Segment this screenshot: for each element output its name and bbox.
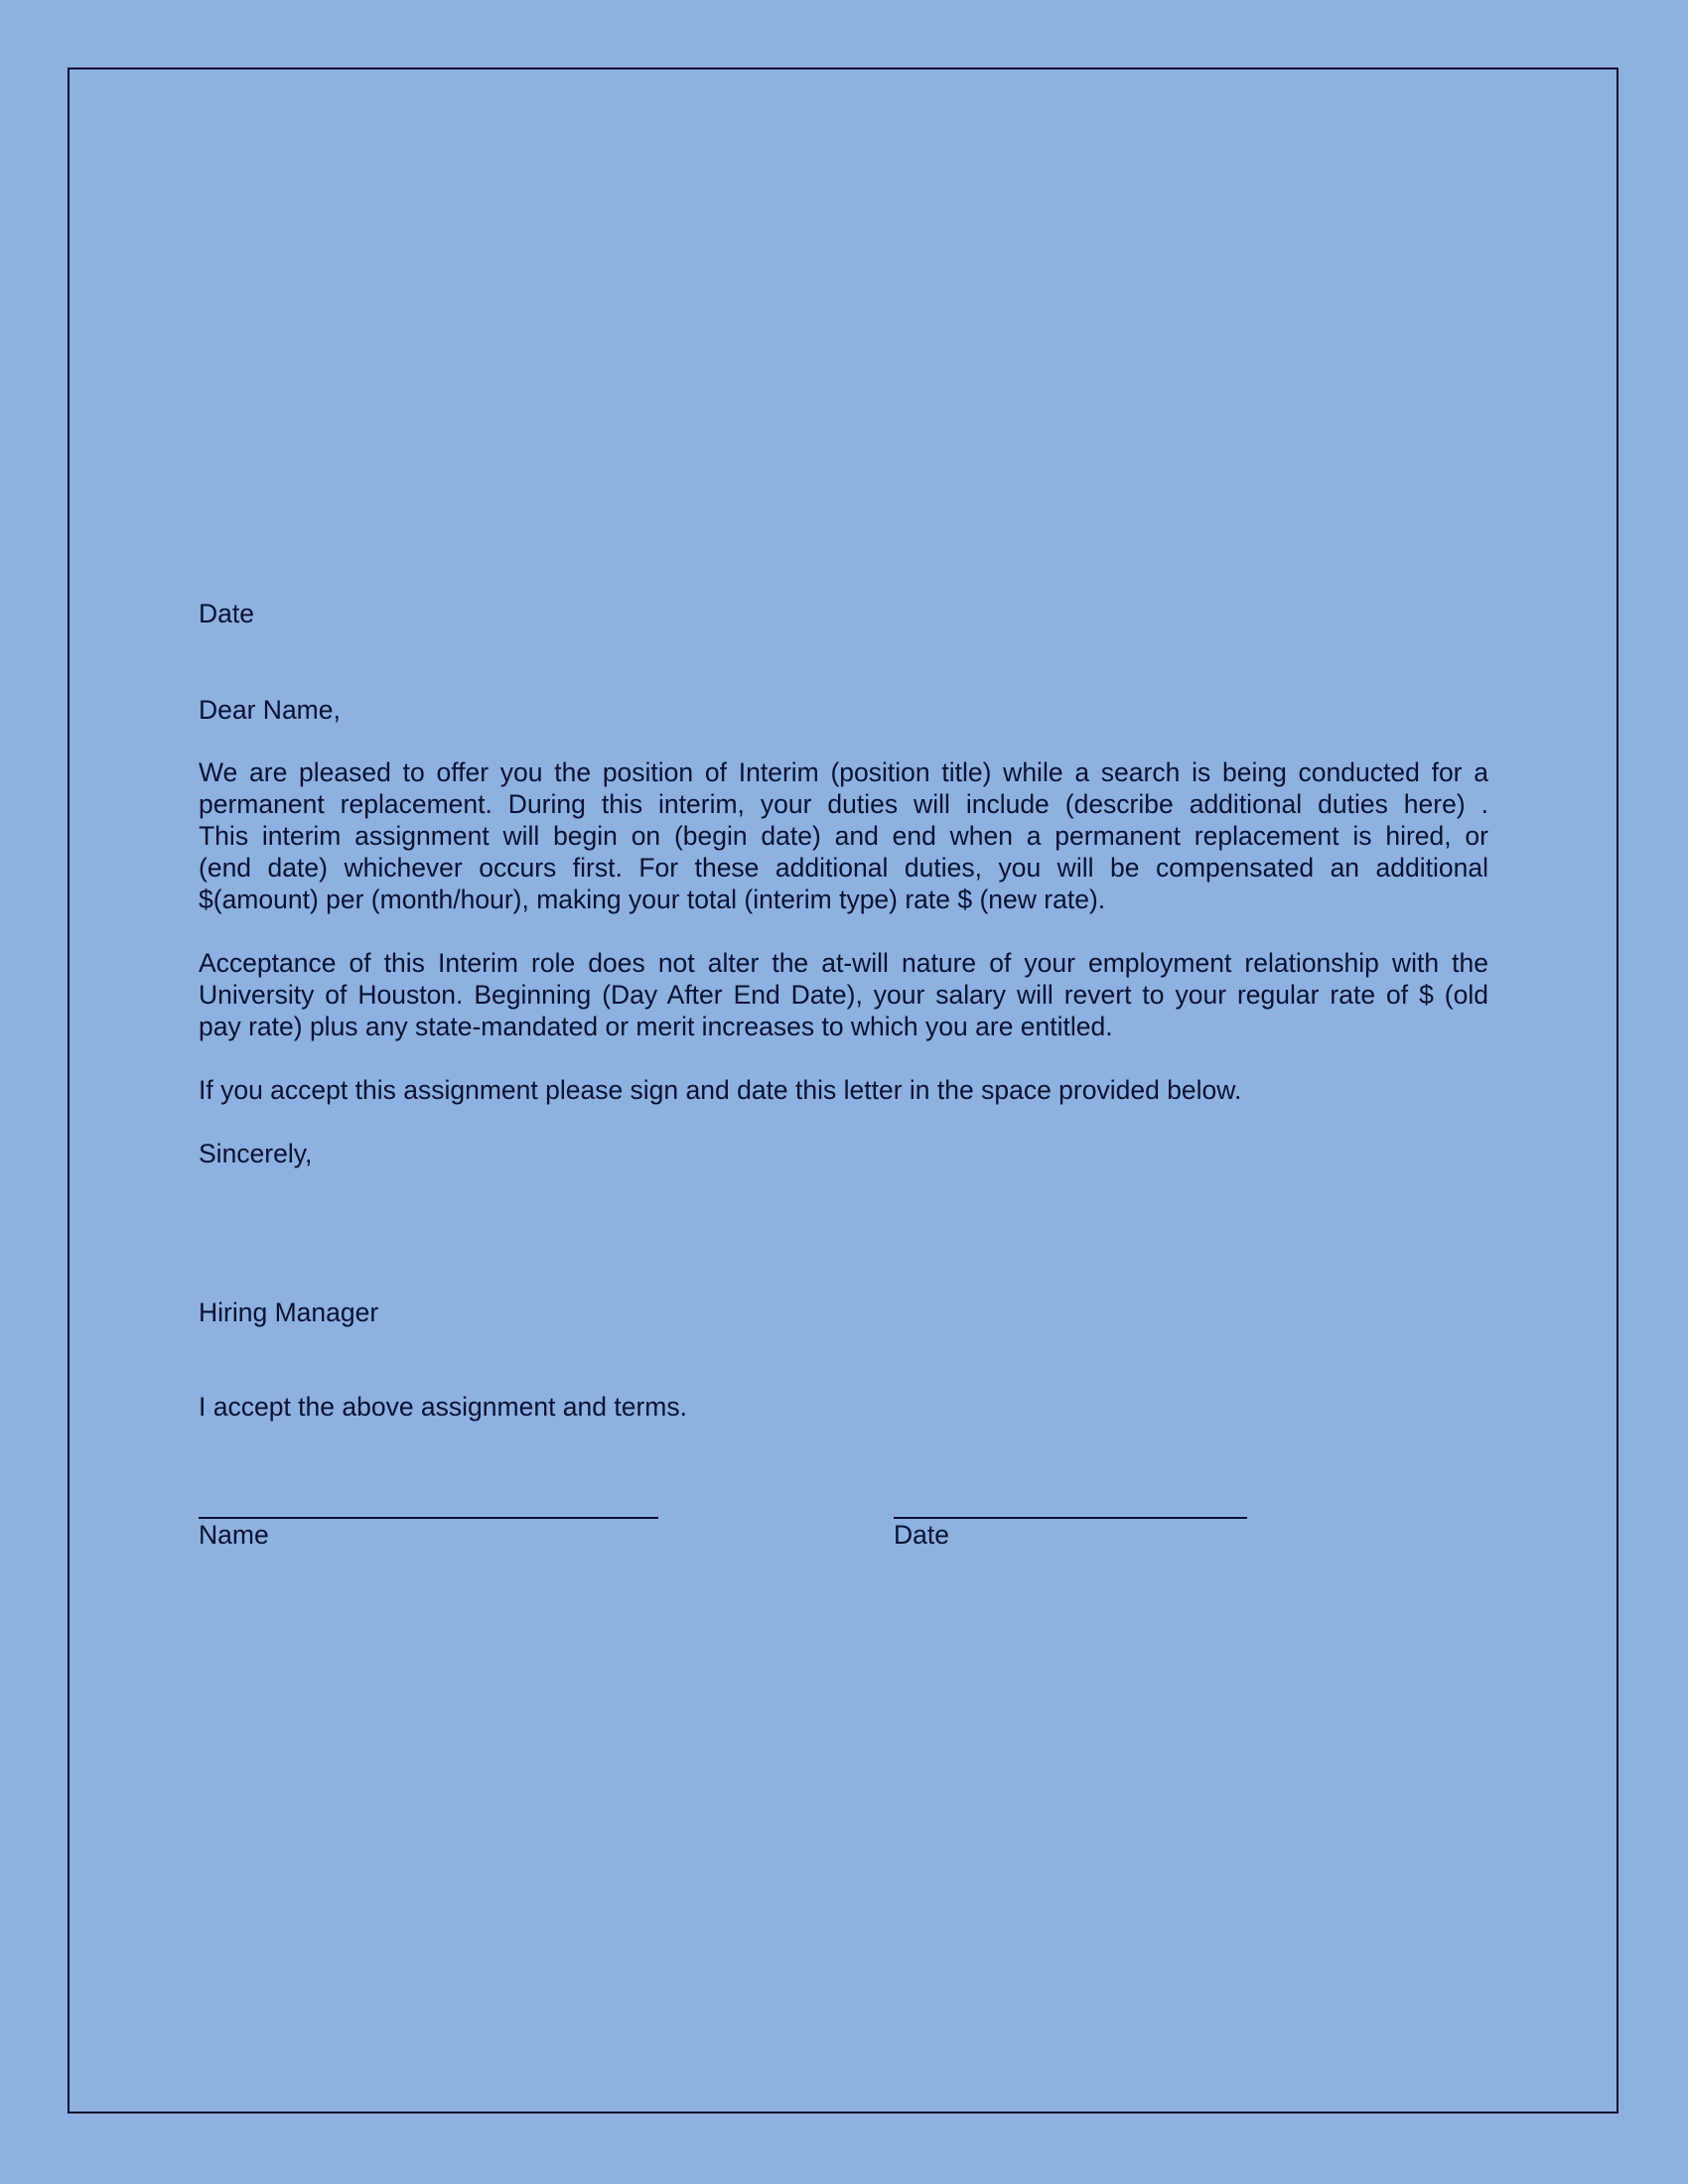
name-label: Name xyxy=(199,1520,269,1550)
paragraph-sign-instruction: If you accept this assignment please sign and date this letter in the space provided below. xyxy=(199,1075,1242,1105)
signer-title: Hiring Manager xyxy=(199,1297,379,1327)
letter-date: Date xyxy=(199,599,254,628)
paragraph-line: (end date) whichever occurs first. For these additional duties, you will be compensated an additional xyxy=(199,853,1488,883)
paragraph-line: pay rate) plus any state-mandated or merit increases to which you are entitled. xyxy=(199,1012,1113,1041)
paragraph-line: We are pleased to offer you the position of Interim (position title) while a search is being conducted for a xyxy=(199,757,1488,787)
paragraph-line: Acceptance of this Interim role does not alter the at-will nature of your employment relationship with the xyxy=(199,948,1488,978)
paragraph-line: This interim assignment will begin on (begin date) and end when a permanent replacement is hired, or xyxy=(199,821,1488,851)
paragraph-line: permanent replacement. During this interim, your duties will include (describe additional duties here) . xyxy=(199,789,1488,819)
paragraph-at-will xyxy=(199,947,1488,1042)
paragraph-line: University of Houston. Beginning (Day After End Date), your salary will revert to your regular rate of $ (old xyxy=(199,980,1488,1010)
date-label: Date xyxy=(894,1520,949,1550)
paragraph-line: $(amount) per (month/hour), making your total (interim type) rate $ (new rate). xyxy=(199,885,1106,914)
acceptance-statement: I accept the above assignment and terms. xyxy=(199,1392,687,1422)
closing: Sincerely, xyxy=(199,1139,313,1168)
paragraph-offer xyxy=(199,756,1488,915)
salutation: Dear Name, xyxy=(199,695,341,725)
